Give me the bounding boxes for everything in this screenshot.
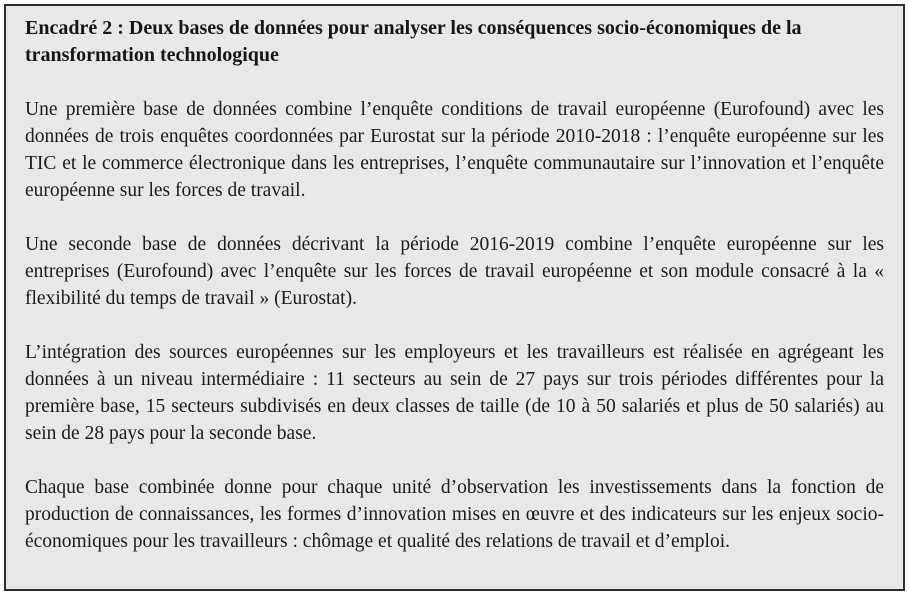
- paragraph-integration-sources: L’intégration des sources européennes sur les employeurs et les travailleurs est réalisée en agrégeant les données à un niveau intermédiaire : 11 secteurs au sein de 27 pays sur trois périodes différentes pour la première base, 15 secteurs subdivisés en deux classes de taille (de 10 à 50 salariés et plus de 50 salariés) au sein de 28 pays pour la seconde base.: [25, 342, 884, 444]
- paragraph-combined-base-indicators: Chaque base combinée donne pour chaque unité d’observation les investissements dans la fonction de production de connaissances, les formes d’innovation mises en œuvre et des indicateurs sur les enjeux socio-économiques pour les travailleurs : chômage et qualité des relations de travail et d’emploi.: [25, 477, 884, 552]
- encadre-box: [4, 4, 905, 591]
- paragraph-second-database: Une seconde base de données décrivant la période 2016-2019 combine l’enquête européenne sur les entreprises (Eurofound) avec l’enquête sur les forces de travail européenne et son module consacré à la « flexibilité du temps de travail » (Eurostat).: [25, 234, 884, 309]
- paragraph-first-database: Une première base de données combine l’enquête conditions de travail européenne (Eurofound) avec les données de trois enquêtes coordonnées par Eurostat sur la période 2010-2018 : l’enquête européenne sur les TIC et le commerce électronique dans les entreprises, l’enquête communautaire sur l’innovation et l’enquête européenne sur les forces de travail.: [25, 99, 884, 201]
- encadre-title: Encadré 2 : Deux bases de données pour analyser les conséquences socio-économiques de la transformation technologique: [25, 17, 802, 66]
